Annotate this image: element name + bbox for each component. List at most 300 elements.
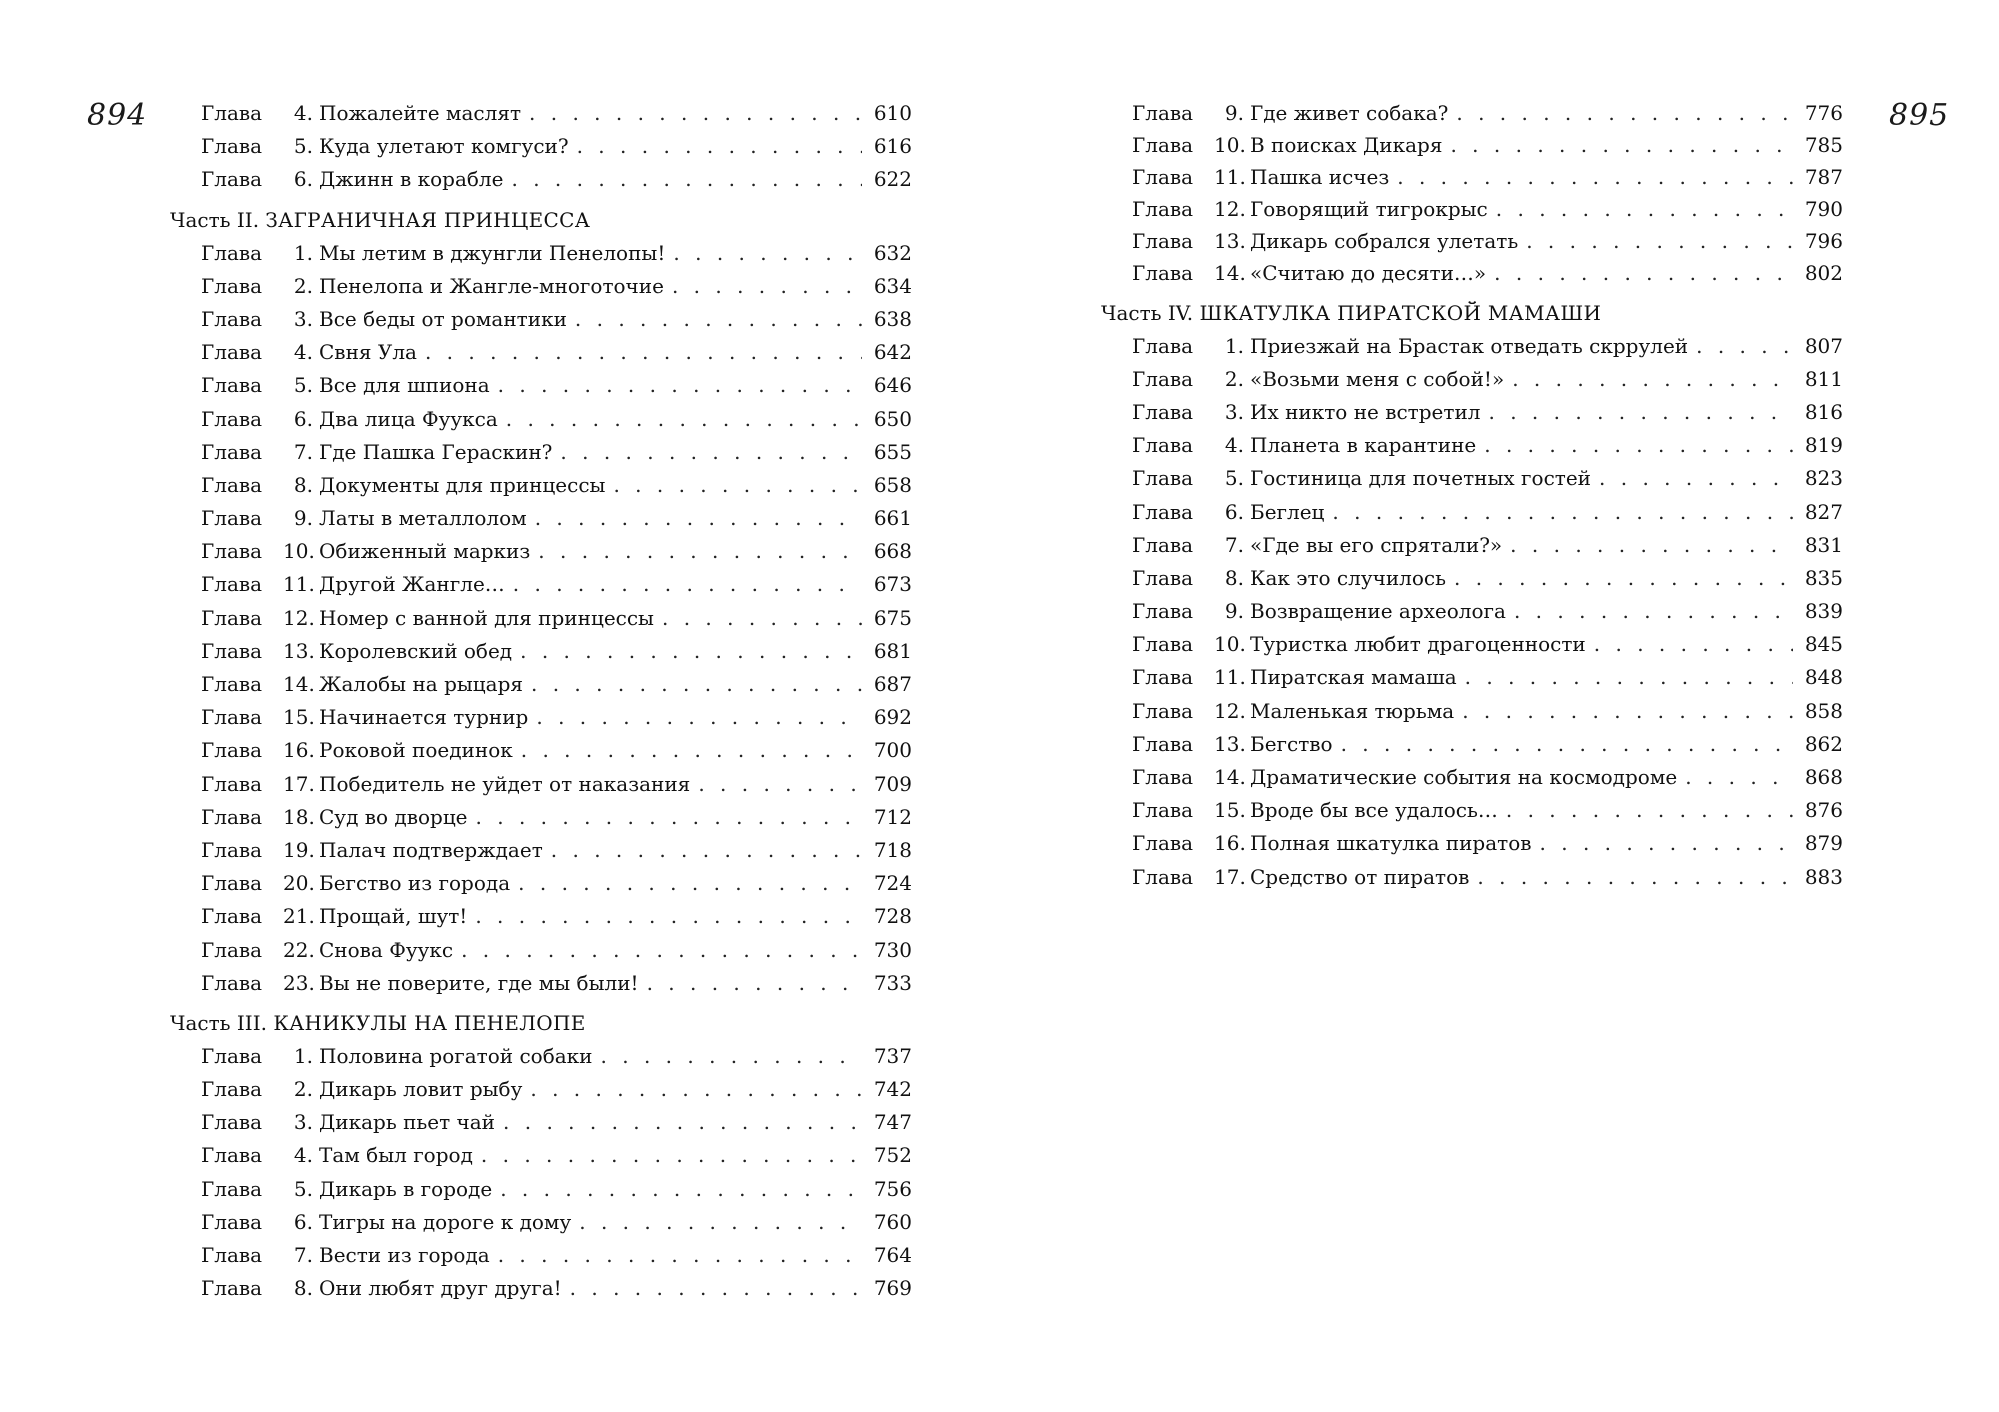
dot-leader <box>531 668 862 701</box>
chapter-page-number: 712 <box>873 804 912 829</box>
chapter-page-number: 650 <box>873 406 912 431</box>
chapter-number: 1. <box>293 240 313 265</box>
toc-entry <box>1101 161 1843 193</box>
chapter-number: 13. <box>1214 229 1246 254</box>
chapter-word: Глава <box>201 605 263 630</box>
chapter-page-number: 816 <box>1804 399 1843 424</box>
chapter-number: 3. <box>293 1110 313 1135</box>
chapter-number: 4. <box>293 1143 313 1168</box>
dot-leader <box>535 502 862 535</box>
toc-entry <box>1101 462 1843 495</box>
chapter-title: Дикарь пьет чай <box>319 1110 496 1135</box>
toc-entry <box>170 1239 912 1272</box>
toc-entry <box>170 436 912 469</box>
chapter-number: 23. <box>283 970 315 995</box>
chapter-title: Мы летим в джунгли Пенелопы! <box>319 240 666 265</box>
chapter-title: Их никто не встретил <box>1250 399 1481 424</box>
chapter-page-number: 802 <box>1804 261 1843 286</box>
chapter-page-number: 827 <box>1804 499 1843 524</box>
dot-leader <box>1341 728 1793 761</box>
dot-leader <box>698 768 862 801</box>
toc-entry <box>170 801 912 834</box>
chapter-number: 19. <box>283 837 315 862</box>
chapter-word: Глава <box>201 804 263 829</box>
chapter-number: 10. <box>283 539 315 564</box>
chapter-title: Прощай, шут! <box>319 904 468 929</box>
chapter-word: Глава <box>1132 731 1194 756</box>
chapter-word: Глава <box>1132 798 1194 823</box>
chapter-word: Глава <box>1132 599 1194 624</box>
dot-leader <box>613 469 862 502</box>
part-title: ШКАТУЛКА ПИРАТСКОЙ МАМАШИ <box>1199 300 1602 325</box>
chapter-word: Глава <box>1132 698 1194 723</box>
chapter-title: Номер с ванной для принцессы <box>319 605 654 630</box>
chapter-word: Глава <box>201 672 263 696</box>
toc-group-part-4 <box>1101 330 1843 894</box>
chapter-page-number: 819 <box>1804 433 1843 458</box>
toc-entry <box>1101 129 1843 161</box>
chapter-number: 16. <box>283 738 315 763</box>
toc-entry <box>170 237 912 270</box>
chapter-page-number: 839 <box>1804 599 1843 624</box>
toc-entry <box>170 502 912 535</box>
toc-entry <box>1101 628 1843 661</box>
toc-entry <box>170 635 912 668</box>
toc-entry <box>170 1173 912 1206</box>
chapter-title: Вы не поверите, где мы были! <box>319 970 639 995</box>
toc-entry <box>170 535 912 568</box>
chapter-number: 18. <box>283 804 315 829</box>
chapter-word: Глава <box>1132 433 1194 458</box>
chapter-title: Гостиница для почетных гостей <box>1250 466 1592 491</box>
chapter-number: 14. <box>1214 765 1246 789</box>
chapter-number: 14. <box>1214 261 1246 286</box>
chapter-word: Глава <box>1132 765 1194 789</box>
chapter-number: 5. <box>293 134 313 159</box>
chapter-number: 21. <box>283 904 315 929</box>
chapter-word: Глава <box>201 1243 263 1267</box>
chapter-page-number: 769 <box>873 1276 912 1301</box>
chapter-page-number: 692 <box>873 705 912 730</box>
chapter-title: Как это случилось <box>1250 565 1446 590</box>
chapter-number: 11. <box>283 572 315 597</box>
chapter-page-number: 807 <box>1804 333 1843 358</box>
chapter-number: 6. <box>293 167 313 192</box>
chapter-title: Роковой поединок <box>319 738 513 763</box>
chapter-number: 9. <box>293 506 313 531</box>
chapter-word: Глава <box>201 373 263 398</box>
chapter-page-number: 764 <box>873 1243 912 1267</box>
toc-entry <box>170 768 912 801</box>
chapter-number: 3. <box>1224 399 1244 424</box>
chapter-number: 11. <box>1214 165 1246 190</box>
chapter-page-number: 730 <box>873 937 912 962</box>
dot-leader <box>1685 761 1793 794</box>
toc-entry <box>1101 728 1843 761</box>
toc-entry <box>1101 396 1843 429</box>
chapter-word: Глава <box>1132 197 1194 222</box>
chapter-page-number: 787 <box>1804 165 1843 190</box>
chapter-page-number: 785 <box>1804 133 1843 158</box>
chapter-word: Глава <box>201 705 263 730</box>
chapter-number: 5. <box>293 1176 313 1201</box>
chapter-number: 8. <box>293 1276 313 1301</box>
toc-entry <box>170 834 912 867</box>
chapter-number: 10. <box>1214 133 1246 158</box>
toc-entry <box>170 668 912 701</box>
chapter-title: Драматические события на космодроме <box>1250 765 1678 789</box>
dot-leader <box>498 1239 862 1272</box>
dot-leader <box>1484 429 1793 462</box>
chapter-title: Дикарь ловит рыбу <box>319 1077 523 1102</box>
chapter-title: Королевский обед <box>319 638 513 663</box>
chapter-page-number: 756 <box>873 1176 912 1201</box>
chapter-page-number: 655 <box>873 439 912 464</box>
dot-leader <box>601 1040 862 1073</box>
chapter-title: Два лица Фуукса <box>319 406 498 431</box>
chapter-page-number: 610 <box>873 101 912 125</box>
toc-entry <box>170 1106 912 1139</box>
chapter-number: 1. <box>1224 333 1244 358</box>
chapter-number: 22. <box>283 937 315 962</box>
chapter-title: Все для шпиона <box>319 373 490 398</box>
chapter-word: Глава <box>201 167 263 192</box>
chapter-title: Они любят друг друга! <box>319 1276 562 1301</box>
chapter-page-number: 811 <box>1804 366 1843 391</box>
toc-entry <box>1101 429 1843 462</box>
chapter-number: 16. <box>1214 831 1246 856</box>
toc-entry <box>170 934 912 967</box>
dot-leader <box>503 1106 862 1139</box>
dot-leader <box>461 934 862 967</box>
dot-leader <box>498 369 862 402</box>
toc-column-right <box>1101 97 1843 894</box>
chapter-page-number: 700 <box>873 738 912 763</box>
chapter-title: Дикарь в городе <box>319 1176 493 1201</box>
chapter-page-number: 760 <box>873 1209 912 1234</box>
chapter-page-number: 675 <box>873 605 912 630</box>
toc-entry <box>170 303 912 336</box>
dot-leader <box>520 635 862 668</box>
toc-entry <box>170 336 912 369</box>
dot-leader <box>1506 794 1793 827</box>
dot-leader <box>511 163 862 196</box>
toc-group-part-2 <box>170 237 912 1000</box>
chapter-page-number: 687 <box>873 672 912 696</box>
chapter-word: Глава <box>1132 532 1194 557</box>
chapter-number: 15. <box>283 705 315 730</box>
chapter-page-number: 876 <box>1804 798 1843 823</box>
chapter-word: Глава <box>201 1176 263 1201</box>
chapter-title: Пожалейте маслят <box>319 101 522 125</box>
chapter-word: Глава <box>1132 831 1194 856</box>
chapter-title: Где Пашка Гераскин? <box>319 439 553 464</box>
toc-entry <box>1101 529 1843 562</box>
toc-entry <box>170 1272 912 1305</box>
dot-leader <box>475 900 862 933</box>
chapter-title: «Возьми меня с собой!» <box>1250 366 1505 391</box>
chapter-word: Глава <box>201 904 263 929</box>
chapter-number: 4. <box>293 101 313 125</box>
part-label: Часть IV. <box>1101 300 1194 325</box>
chapter-title: Говорящий тигрокрыс <box>1250 197 1488 222</box>
part-heading-3 <box>170 1007 912 1039</box>
toc-entry <box>1101 595 1843 628</box>
chapter-word: Глава <box>1132 466 1194 491</box>
chapter-page-number: 879 <box>1804 831 1843 856</box>
chapter-page-number: 796 <box>1804 229 1843 254</box>
chapter-title: Бегство <box>1250 731 1333 756</box>
toc-entry <box>170 97 912 130</box>
dot-leader <box>1512 363 1793 396</box>
chapter-number: 7. <box>293 1243 313 1267</box>
chapter-number: 2. <box>293 273 313 298</box>
toc-group-part-3-continued <box>1101 97 1843 290</box>
chapter-page-number: 622 <box>873 167 912 192</box>
chapter-page-number: 835 <box>1804 565 1843 590</box>
chapter-title: Суд во дворце <box>319 804 468 829</box>
chapter-number: 17. <box>1214 864 1246 889</box>
chapter-title: Туристка любит драгоценности <box>1250 632 1586 657</box>
chapter-title: Маленькая тюрьма <box>1250 698 1455 723</box>
chapter-number: 9. <box>1224 599 1244 624</box>
toc-entry <box>170 1206 912 1239</box>
chapter-word: Глава <box>1132 399 1194 424</box>
chapter-number: 7. <box>293 439 313 464</box>
toc-entry <box>170 163 912 196</box>
chapter-word: Глава <box>201 240 263 265</box>
toc-group-intro <box>170 97 912 197</box>
toc-entry <box>170 602 912 635</box>
chapter-title: Жалобы на рыцаря <box>319 672 523 696</box>
dot-leader <box>1465 661 1793 694</box>
dot-leader <box>1540 827 1793 860</box>
chapter-page-number: 718 <box>873 837 912 862</box>
chapter-word: Глава <box>1132 133 1194 158</box>
chapter-number: 6. <box>1224 499 1244 524</box>
chapter-word: Глава <box>201 472 263 497</box>
toc-entry <box>170 967 912 1000</box>
chapter-word: Глава <box>201 937 263 962</box>
dot-leader <box>506 403 862 436</box>
toc-group-part-3 <box>170 1040 912 1306</box>
dot-leader <box>575 303 862 336</box>
chapter-number: 8. <box>293 472 313 497</box>
chapter-page-number: 737 <box>873 1043 912 1068</box>
chapter-word: Глава <box>201 101 263 125</box>
chapter-page-number: 658 <box>873 472 912 497</box>
chapter-number: 6. <box>293 1209 313 1234</box>
chapter-title: Снова Фуукс <box>319 937 454 962</box>
chapter-word: Глава <box>201 738 263 763</box>
dot-leader <box>673 237 862 270</box>
chapter-page-number: 742 <box>873 1077 912 1102</box>
chapter-number: 10. <box>1214 632 1246 657</box>
chapter-page-number: 790 <box>1804 197 1843 222</box>
chapter-title: Средство от пиратов <box>1250 864 1470 889</box>
chapter-title: Палач подтверждает <box>319 837 543 862</box>
dot-leader <box>500 1173 862 1206</box>
chapter-title: Вести из города <box>319 1243 490 1267</box>
dot-leader <box>1496 193 1793 225</box>
chapter-word: Глава <box>1132 665 1194 690</box>
toc-entry <box>170 734 912 767</box>
toc-entry <box>170 469 912 502</box>
dot-leader <box>538 535 862 568</box>
chapter-page-number: 638 <box>873 306 912 331</box>
chapter-title: «Считаю до десяти…» <box>1250 261 1487 286</box>
dot-leader <box>518 867 862 900</box>
chapter-number: 20. <box>283 871 315 896</box>
chapter-word: Глава <box>201 406 263 431</box>
dot-leader <box>1526 225 1793 257</box>
toc-column-left <box>170 97 912 1305</box>
chapter-number: 12. <box>283 605 315 630</box>
toc-entry <box>1101 257 1843 289</box>
dot-leader <box>536 701 862 734</box>
chapter-title: Тигры на дороге к дому <box>319 1209 572 1234</box>
chapter-title: Где живет собака? <box>1250 101 1449 125</box>
chapter-page-number: 831 <box>1804 532 1843 557</box>
chapter-page-number: 883 <box>1804 864 1843 889</box>
chapter-number: 11. <box>1214 665 1246 690</box>
toc-entry <box>170 369 912 402</box>
chapter-number: 7. <box>1224 532 1244 557</box>
chapter-title: Обиженный маркиз <box>319 539 531 564</box>
chapter-title: Беглец <box>1250 499 1325 524</box>
chapter-title: Джинн в корабле <box>319 167 504 192</box>
toc-entry <box>1101 496 1843 529</box>
chapter-page-number: 661 <box>873 506 912 531</box>
dot-leader <box>1477 861 1793 894</box>
chapter-word: Глава <box>201 506 263 531</box>
toc-entry <box>1101 97 1843 129</box>
chapter-title: Латы в металлолом <box>319 506 527 531</box>
toc-entry <box>170 130 912 163</box>
toc-entry <box>170 270 912 303</box>
toc-entry <box>1101 761 1843 794</box>
page-number-left: 894 <box>87 98 148 133</box>
chapter-title: Все беды от романтики <box>319 306 567 331</box>
dot-leader <box>1489 396 1794 429</box>
chapter-number: 12. <box>1214 197 1246 222</box>
part-title: ЗАГРАНИЧНАЯ ПРИНЦЕССА <box>265 207 591 232</box>
dot-leader <box>551 834 862 867</box>
chapter-word: Глава <box>201 572 263 597</box>
chapter-number: 3. <box>293 306 313 331</box>
chapter-word: Глава <box>201 638 263 663</box>
chapter-title: Дикарь собрался улетать <box>1250 229 1519 254</box>
chapter-page-number: 868 <box>1804 765 1843 789</box>
chapter-title: Начинается турнир <box>319 705 529 730</box>
part-label: Часть II. <box>170 207 260 232</box>
toc-entry <box>170 1073 912 1106</box>
chapter-page-number: 848 <box>1804 665 1843 690</box>
dot-leader <box>1454 562 1793 595</box>
chapter-title: Куда улетают комгуси? <box>319 134 569 159</box>
chapter-number: 1. <box>293 1043 313 1068</box>
dot-leader <box>1594 628 1793 661</box>
chapter-word: Глава <box>1132 229 1194 254</box>
dot-leader <box>672 270 862 303</box>
chapter-word: Глава <box>1132 261 1194 286</box>
dot-leader <box>560 436 862 469</box>
chapter-word: Глава <box>201 1077 263 1102</box>
part-label: Часть III. <box>170 1010 267 1035</box>
dot-leader <box>1599 462 1793 495</box>
toc-entry <box>1101 661 1843 694</box>
chapter-title: Пашка исчез <box>1250 165 1390 190</box>
dot-leader <box>579 1206 862 1239</box>
toc-entry <box>1101 363 1843 396</box>
dot-leader <box>521 734 862 767</box>
dot-leader <box>529 97 862 130</box>
chapter-title: «Где вы его спрятали?» <box>1250 532 1503 557</box>
chapter-word: Глава <box>201 273 263 298</box>
toc-entry <box>170 867 912 900</box>
chapter-page-number: 646 <box>873 373 912 398</box>
chapter-word: Глава <box>1132 101 1194 125</box>
part-heading-2 <box>170 204 912 236</box>
chapter-number: 6. <box>293 406 313 431</box>
chapter-page-number: 634 <box>873 273 912 298</box>
chapter-page-number: 858 <box>1804 698 1843 723</box>
chapter-page-number: 823 <box>1804 466 1843 491</box>
chapter-title: Победитель не уйдет от наказания <box>319 771 691 796</box>
chapter-word: Глава <box>201 340 263 365</box>
chapter-word: Глава <box>201 134 263 159</box>
toc-entry <box>1101 827 1843 860</box>
dot-leader <box>1494 257 1793 289</box>
chapter-title: Пенелопа и Жангле-многоточие <box>319 273 664 298</box>
chapter-page-number: 733 <box>873 970 912 995</box>
chapter-title: Половина рогатой собаки <box>319 1043 593 1068</box>
chapter-title: Полная шкатулка пиратов <box>1250 831 1532 856</box>
chapter-page-number: 862 <box>1804 731 1843 756</box>
part-heading-4 <box>1101 297 1843 329</box>
chapter-number: 4. <box>293 340 313 365</box>
chapter-page-number: 642 <box>873 340 912 365</box>
dot-leader <box>530 1073 862 1106</box>
dot-leader <box>577 130 862 163</box>
chapter-title: В поисках Дикаря <box>1250 133 1443 158</box>
chapter-page-number: 616 <box>873 134 912 159</box>
dot-leader <box>570 1272 862 1305</box>
chapter-page-number: 724 <box>873 871 912 896</box>
chapter-word: Глава <box>1132 366 1194 391</box>
dot-leader <box>1397 161 1793 193</box>
chapter-word: Глава <box>201 439 263 464</box>
chapter-word: Глава <box>201 1110 263 1135</box>
chapter-number: 5. <box>293 373 313 398</box>
dot-leader <box>1456 97 1793 129</box>
chapter-title: Другой Жангле… <box>319 572 505 597</box>
chapter-page-number: 681 <box>873 638 912 663</box>
chapter-page-number: 747 <box>873 1110 912 1135</box>
chapter-page-number: 668 <box>873 539 912 564</box>
chapter-word: Глава <box>201 1143 263 1168</box>
chapter-title: Бегство из города <box>319 871 511 896</box>
chapter-word: Глава <box>1132 632 1194 657</box>
part-title: КАНИКУЛЫ НА ПЕНЕЛОПЕ <box>273 1010 586 1035</box>
toc-entry <box>170 568 912 601</box>
chapter-page-number: 709 <box>873 771 912 796</box>
chapter-number: 12. <box>1214 698 1246 723</box>
toc-entry <box>170 900 912 933</box>
dot-leader <box>476 801 862 834</box>
chapter-page-number: 752 <box>873 1143 912 1168</box>
toc-entry <box>1101 794 1843 827</box>
